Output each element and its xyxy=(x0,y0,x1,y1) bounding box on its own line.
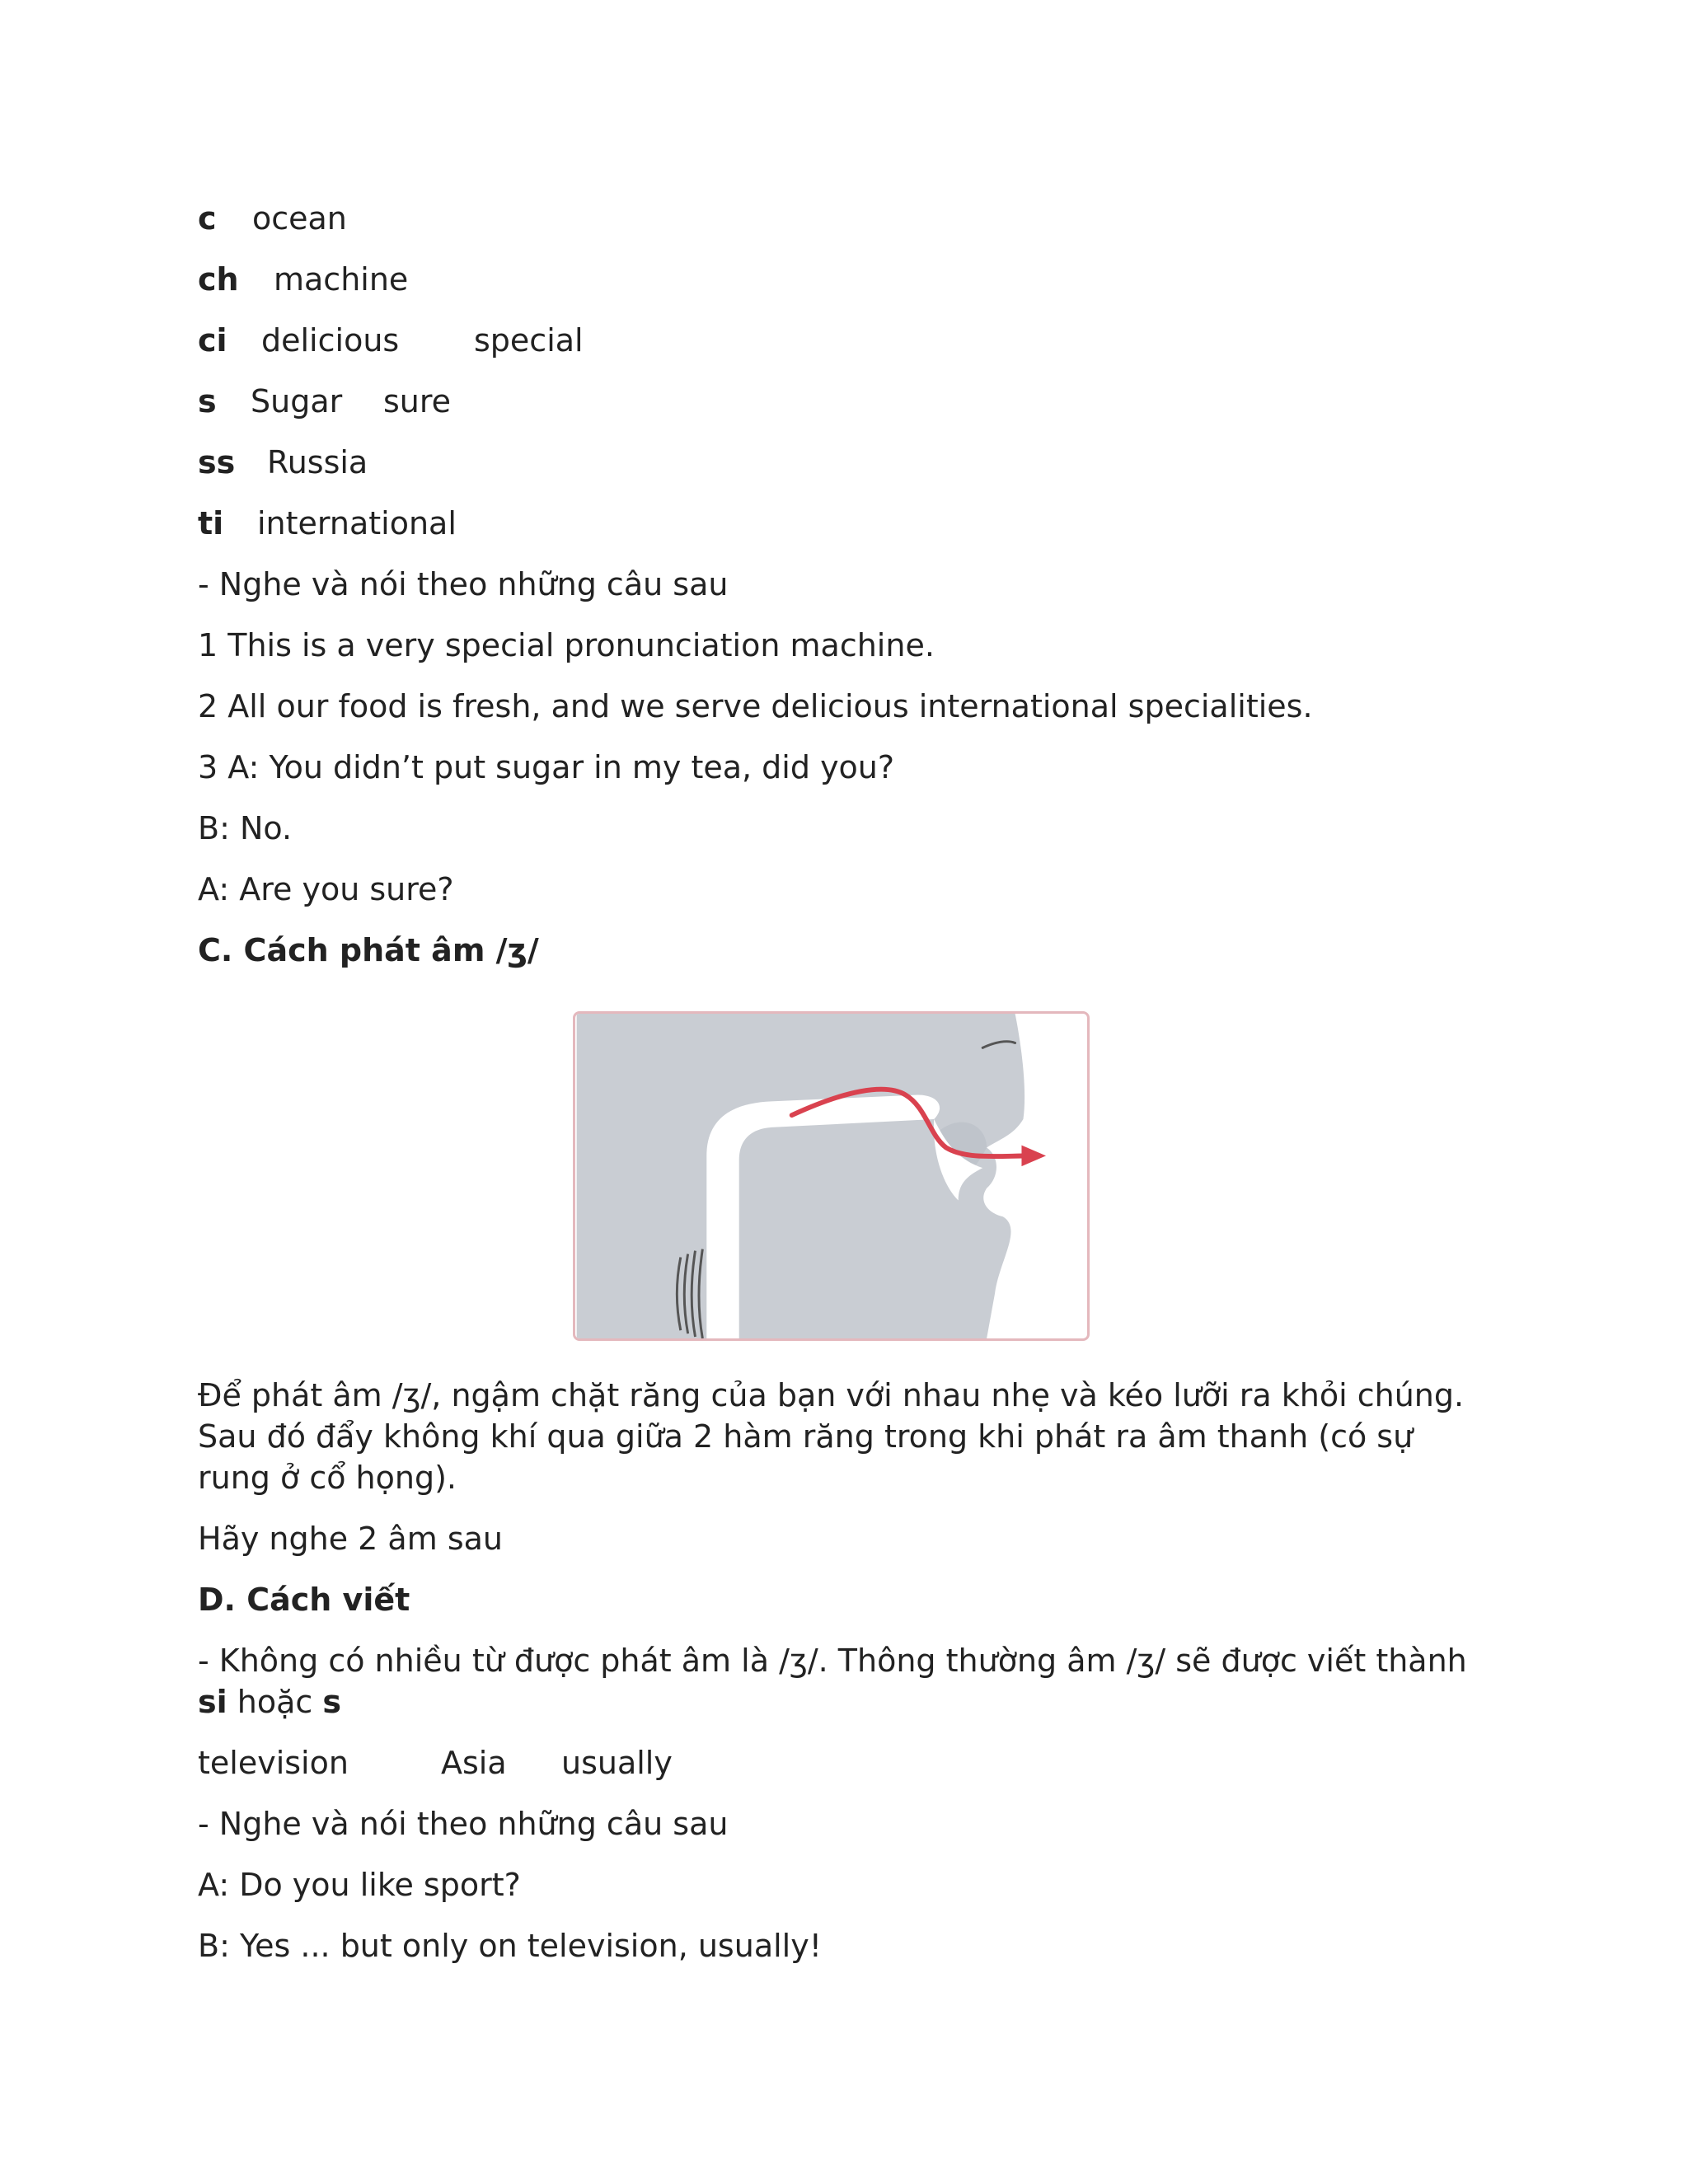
example-word: Russia xyxy=(267,444,368,480)
spelling-row xyxy=(198,198,347,239)
spelling-row xyxy=(198,381,451,422)
example-word: usually xyxy=(561,1745,673,1781)
practice-sentence: 3 A: You didn’t put sugar in my tea, did you? xyxy=(198,749,895,785)
pronunciation-description: Để phát âm /ʒ/, ngậm chặt răng của bạn với nhau nhẹ và kéo lưỡi ra khỏi chúng. Sau đó đẩy không khí qua giữa 2 hàm răng trong khi phát ra âm thanh (có sự rung ở cổ họng). xyxy=(198,1377,1465,1496)
mouth-airflow-icon xyxy=(575,1014,1087,1338)
spelling-row xyxy=(198,503,457,544)
spelling-note xyxy=(198,1640,1484,1722)
spelling-row xyxy=(198,442,368,483)
practice-sentence: 1 This is a very special pronunciation machine. xyxy=(198,627,935,663)
spelling-row xyxy=(198,320,584,361)
spelling-label: ci xyxy=(198,322,227,359)
practice-instruction: - Nghe và nói theo những câu sau xyxy=(198,566,729,602)
spelling-row xyxy=(198,259,408,300)
practice-sentence: B: No. xyxy=(198,810,293,846)
example-words-row xyxy=(198,1742,673,1783)
example-word: Sugar xyxy=(251,383,343,419)
section-d-heading: D. Cách viết xyxy=(198,1582,410,1618)
listen-instruction: Hãy nghe 2 âm sau xyxy=(198,1521,503,1557)
spelling-si: si xyxy=(198,1684,227,1720)
dialogue-line: A: Do you like sport? xyxy=(198,1867,521,1903)
example-word: ocean xyxy=(252,200,347,237)
mouth-airflow-diagram xyxy=(573,1011,1090,1341)
example-word: television xyxy=(198,1745,349,1781)
example-word: machine xyxy=(274,261,409,298)
example-word: international xyxy=(257,505,457,541)
spelling-label: s xyxy=(198,383,217,419)
spelling-label: ss xyxy=(198,444,236,480)
spelling-s: s xyxy=(322,1684,341,1720)
example-word: delicious xyxy=(261,322,400,359)
practice-sentence: 2 All our food is fresh, and we serve delicious international specialities. xyxy=(198,688,1313,724)
spelling-note-or: hoặc xyxy=(227,1684,323,1720)
spelling-label: ti xyxy=(198,505,224,541)
practice-sentence: A: Are you sure? xyxy=(198,871,454,907)
example-word: Asia xyxy=(441,1745,507,1781)
example-word: sure xyxy=(383,383,452,419)
section-c-heading: C. Cách phát âm /ʒ/ xyxy=(198,932,539,968)
spelling-label: ch xyxy=(198,261,239,298)
dialogue-line: B: Yes ... but only on television, usually! xyxy=(198,1928,822,1964)
spelling-label: c xyxy=(198,200,217,237)
example-word: special xyxy=(474,322,584,359)
spelling-note-text: - Không có nhiều từ được phát âm là /ʒ/. Thông thường âm /ʒ/ sẽ được viết thành xyxy=(198,1643,1467,1679)
practice-instruction: - Nghe và nói theo những câu sau xyxy=(198,1806,729,1842)
